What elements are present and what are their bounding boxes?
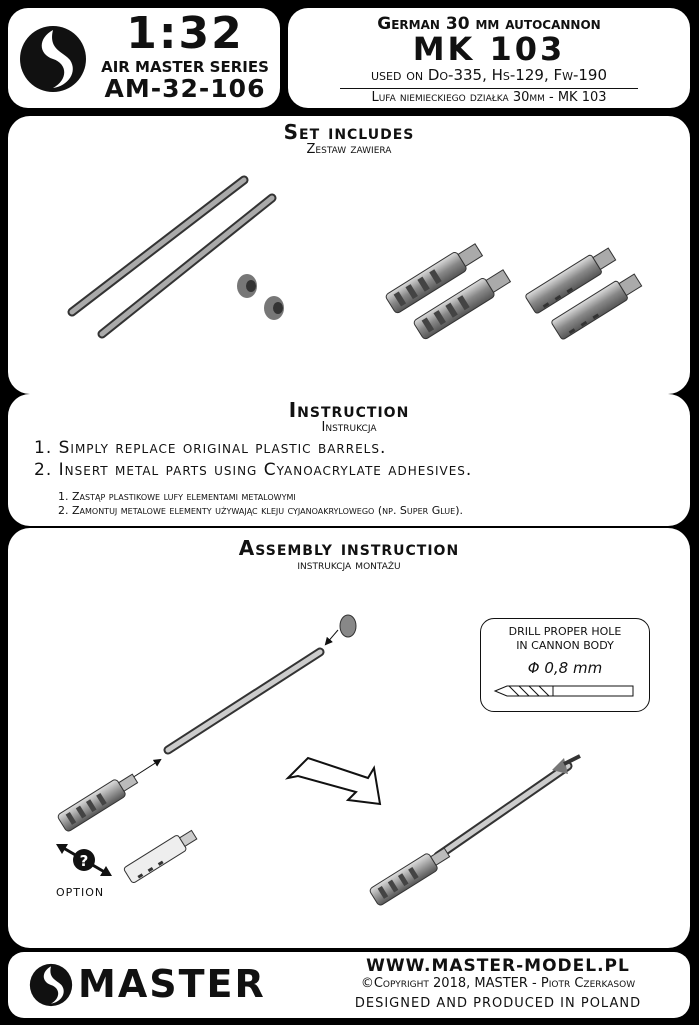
product-title: MK 103 [412, 30, 566, 68]
muzzle-brake-part [57, 770, 141, 833]
assembly-subtitle: instrukcja montażu [297, 558, 401, 573]
copyright-text: ©Copyright 2018, MASTER - Piotr Czerkasow [360, 976, 636, 991]
assembly-arrow [132, 760, 160, 778]
product-code: AM-32-106 [104, 74, 266, 103]
drill-size-label: Φ 0,8 mm [527, 659, 603, 677]
assembly-panel [8, 528, 690, 948]
assembly-arrow [326, 630, 338, 644]
master-logo-icon [18, 20, 88, 98]
big-arrow-icon [288, 758, 380, 804]
series-label: AIR MASTER SERIES [101, 58, 269, 76]
option-mark: ? [79, 852, 89, 870]
brand-name: MASTER [78, 962, 266, 1006]
cone-part [237, 274, 257, 298]
option-label: OPTION [56, 886, 105, 899]
instruction-step: 2. Insert metal parts using Cyanoacrylate adhesives. [34, 460, 473, 480]
drill-note-line: DRILL PROPER HOLE [508, 625, 622, 638]
cone-part [264, 296, 284, 320]
header-right-panel [288, 8, 690, 108]
assembly-illustration [8, 598, 690, 948]
used-on-label: used on Do-335, Hs-129, Fw-190 [370, 66, 608, 84]
product-subtitle: German 30 mm autocannon [377, 14, 601, 34]
instruction-subtitle: Instrukcja [321, 420, 377, 435]
footer-panel [8, 952, 690, 1018]
made-in-text: DESIGNED AND PRODUCED IN POLAND [354, 996, 642, 1011]
header-left-panel [8, 8, 280, 108]
cone-part [340, 615, 356, 637]
master-logo-icon [26, 960, 76, 1010]
polish-title: Lufa niemieckiego działka 30mm - MK 103 [371, 90, 607, 105]
set-title: Set includes [283, 120, 415, 144]
assembly-title: Assembly instruction [238, 536, 460, 560]
parts-illustration [8, 156, 690, 394]
drill-note-line: IN CANNON BODY [516, 639, 614, 652]
instruction-step-pl: 2. Zamontuj metalowe elementy używając kleju cyjanoakrylowego (np. Super Glue). [58, 504, 463, 517]
scale-label: 1:32 [126, 8, 244, 59]
instruction-title: Instruction [288, 398, 410, 422]
barrel-part [168, 652, 320, 750]
set-subtitle: Zestaw zawiera [306, 142, 392, 157]
instruction-step: 1. Simply replace original plastic barrels. [34, 438, 387, 458]
assembled-barrel [369, 756, 580, 906]
instruction-step-pl: 1. Zastąp plastikowe lufy elementami metalowymi [58, 490, 296, 503]
instruction-panel [8, 394, 690, 526]
set-includes-panel [8, 116, 690, 394]
website-url: WWW.MASTER-MODEL.PL [366, 956, 630, 976]
option-muzzle-part [123, 827, 199, 884]
header-divider [340, 88, 638, 89]
